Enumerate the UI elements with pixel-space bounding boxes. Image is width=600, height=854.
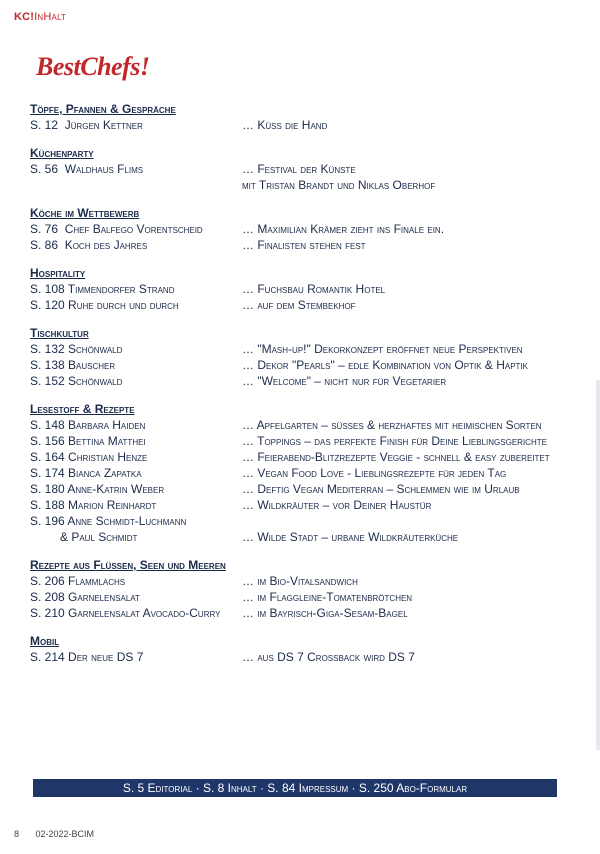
entry-page-and-author: S. 188 Marion Reinhardt	[30, 498, 157, 512]
entry-page-and-author: S. 208 Garnelensalat	[30, 590, 140, 604]
entry-page-and-author: S. 206 Flammlachs	[30, 574, 126, 588]
section-title: Küchenparty	[30, 146, 94, 160]
entry-topic: … Wilde Stadt – urbane Wildkräuterküche	[242, 530, 459, 544]
toc-entry	[30, 513, 590, 529]
section-title: Töpfe, Pfannen & Gespräche	[30, 102, 176, 116]
table-of-contents	[30, 101, 590, 677]
toc-entry	[30, 649, 590, 665]
toc-entry	[30, 417, 590, 433]
toc-section	[30, 265, 590, 313]
footer-nav-bar: S. 5 Editorial · S. 8 Inhalt · S. 84 Impressum · S. 250 Abo-Formular	[33, 779, 557, 797]
entry-topic: … Deftig Vegan Mediterran – Schlemmen wie im Urlaub	[242, 482, 520, 496]
toc-section	[30, 205, 590, 253]
entry-topic: … im Bayrisch-Giga-Sesam-Bagel	[242, 606, 408, 620]
toc-entry	[30, 177, 590, 193]
entry-topic: … aus DS 7 Crossback wird DS 7	[242, 650, 415, 664]
entry-page-and-author: S. 132 Schönwald	[30, 342, 123, 356]
logo-best: Best	[36, 52, 81, 81]
entry-topic: … Toppings – das perfekte Finish für Deine Lieblingsgerichte	[242, 434, 547, 448]
entry-topic: … Finalisten stehen fest	[242, 238, 366, 252]
section-title: Lesestoff & Rezepte	[30, 402, 135, 416]
issue-code: 02-2022-BCIM	[35, 829, 95, 839]
toc-section	[30, 101, 590, 133]
toc-entry	[30, 161, 590, 177]
entry-page-and-author: S. 86 Koch des Jahres	[30, 238, 148, 252]
toc-entry	[30, 297, 590, 313]
entry-topic: … auf dem Stembekhof	[242, 298, 356, 312]
entry-page-and-author: S. 120 Ruhe durch und durch	[30, 298, 179, 312]
entry-page-and-author: S. 214 Der neue DS 7	[30, 650, 144, 664]
toc-section	[30, 325, 590, 389]
entry-page-and-author: S. 156 Bettina Matthei	[30, 434, 146, 448]
entry-page-and-author: S. 148 Barbara Haiden	[30, 418, 146, 432]
section-title: Hospitality	[30, 266, 86, 280]
entry-page-and-author	[30, 177, 242, 193]
toc-entry	[30, 341, 590, 357]
toc-entry	[30, 605, 590, 621]
entry-page-and-author: S. 76 Chef Balfego Vorentscheid	[30, 222, 203, 236]
entry-topic: … Dekor "Pearls" – edle Kombination von Optik & Haptik	[242, 358, 528, 372]
side-strip	[596, 380, 600, 750]
bestchefs-logo	[36, 52, 149, 82]
page-number: 8	[14, 829, 20, 839]
entry-page-and-author: S. 152 Schönwald	[30, 374, 123, 388]
section-title: Rezepte aus Flüssen, Seen und Meeren	[30, 558, 226, 572]
section-title: Tischkultur	[30, 326, 89, 340]
toc-entry	[30, 237, 590, 253]
entry-topic: … im Flaggleine-Tomatenbrötchen	[242, 590, 413, 604]
entry-topic: … "Welcome" – nicht nur für Vegetarier	[242, 374, 447, 388]
brand-initials: KC!	[14, 11, 35, 23]
toc-entry	[30, 573, 590, 589]
entry-page-and-author: S. 108 Timmendorfer Strand	[30, 282, 175, 296]
toc-entry	[30, 465, 590, 481]
entry-page-and-author: S. 180 Anne-Katrin Weber	[30, 482, 165, 496]
toc-entry	[30, 529, 590, 545]
toc-entry	[30, 117, 590, 133]
toc-section	[30, 401, 590, 545]
section-tag	[14, 11, 66, 23]
toc-entry	[30, 433, 590, 449]
toc-entry	[30, 221, 590, 237]
entry-page-and-author: S. 196 Anne Schmidt-Luchmann	[30, 514, 187, 528]
toc-entry	[30, 481, 590, 497]
section-title: Köche im Wettbewerb	[30, 206, 140, 220]
entry-page-and-author: S. 12 Jürgen Kettner	[30, 118, 143, 132]
entry-topic: … Apfelgarten – süsses & herzhaftes mit heimischen Sorten	[242, 418, 542, 432]
entry-topic: … im Bio-Vitalsandwich	[242, 574, 358, 588]
entry-page-and-author: S. 164 Christian Henze	[30, 450, 148, 464]
toc-section	[30, 145, 590, 193]
entry-topic: … Vegan Food Love - Lieblingsrezepte für jeden Tag	[242, 466, 507, 480]
entry-page-and-author: S. 174 Bianca Zapatka	[30, 466, 142, 480]
entry-page-and-author: S. 210 Garnelensalat Avocado-Curry	[30, 606, 221, 620]
entry-topic: … Maximilian Krämer zieht ins Finale ein.	[242, 222, 445, 236]
section-title: Mobil	[30, 634, 60, 648]
toc-section	[30, 557, 590, 621]
toc-section	[30, 633, 590, 665]
entry-topic: … Wildkräuter – vor Deiner Haustür	[242, 498, 432, 512]
toc-entry	[30, 281, 590, 297]
entry-page-and-author: S. 138 Bauscher	[30, 358, 116, 372]
entry-topic: … Küss die Hand	[242, 118, 328, 132]
logo-chefs: Chefs!	[80, 52, 150, 81]
entry-topic: … Festival der Künste	[242, 162, 356, 176]
entry-topic: mit Tristan Brandt und Niklas Oberhof	[242, 178, 436, 192]
toc-entry	[30, 589, 590, 605]
entry-topic: … Fuchsbau Romantik Hotel	[242, 282, 386, 296]
toc-entry	[30, 357, 590, 373]
toc-entry	[30, 497, 590, 513]
entry-topic: … "Mash-up!" Dekorkonzept eröffnet neue Perspektiven	[242, 342, 523, 356]
page-footer	[14, 829, 108, 839]
entry-topic: … Feierabend-Blitzrezepte Veggie - schnell & easy zubereitet	[242, 450, 550, 464]
entry-page-and-author: S. 56 Waldhaus Flims	[30, 162, 144, 176]
toc-entry	[30, 373, 590, 389]
toc-entry	[30, 449, 590, 465]
section-tag-label: InHalt	[34, 11, 67, 23]
entry-page-and-author: & Paul Schmidt	[30, 530, 138, 544]
